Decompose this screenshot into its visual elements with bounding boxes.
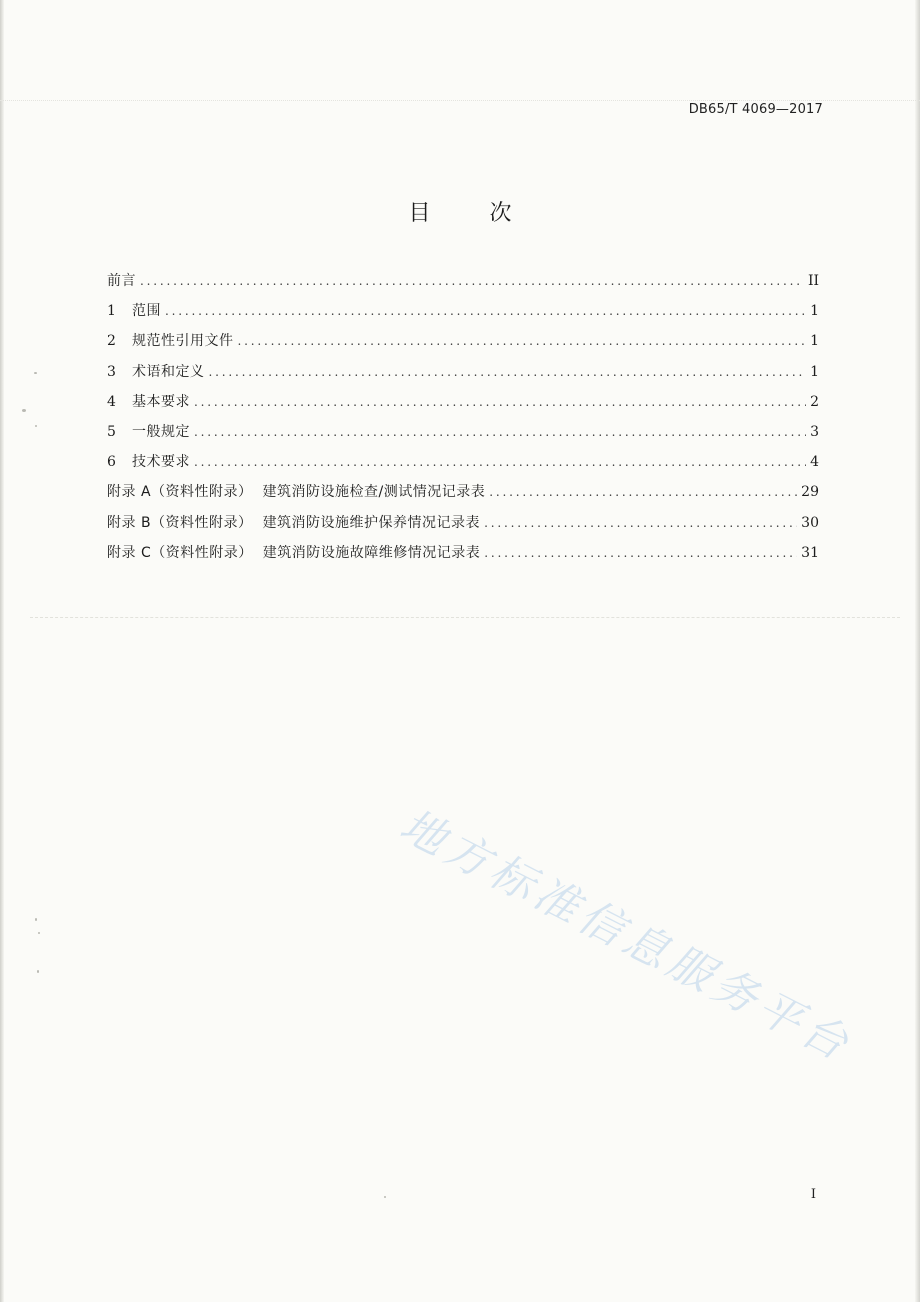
- toc-entry-technical-requirements[interactable]: [107, 447, 819, 477]
- toc-entry-number: 4: [107, 393, 116, 410]
- toc-dot-leader: [209, 357, 807, 387]
- toc-entry-annex-a[interactable]: [107, 477, 819, 507]
- toc-dot-leader: [484, 508, 797, 538]
- toc-entry-label: 技术要求: [132, 454, 190, 471]
- toc-entry-number: 3: [107, 363, 116, 380]
- toc-annex-id: 附录 A（资料性附录）: [107, 484, 253, 501]
- toc-entry-label: 前言: [107, 273, 136, 289]
- watermark: 地方标准信息服务平台: [391, 799, 861, 1073]
- page-fold-line: [30, 617, 900, 618]
- toc-dot-leader: [194, 447, 806, 477]
- toc-dot-leader: [140, 266, 804, 296]
- toc-dot-leader: [484, 538, 797, 568]
- toc-entry-page: II: [807, 273, 819, 289]
- toc-entry-annex-c[interactable]: [107, 538, 819, 568]
- toc-entry-page: 1: [810, 333, 819, 350]
- toc-list: [107, 266, 819, 568]
- toc-dot-leader: [238, 326, 807, 356]
- toc-entry-page: 1: [810, 303, 819, 320]
- toc-entry-terms-definitions[interactable]: [107, 357, 819, 387]
- toc-annex-id: 附录 C（资料性附录）: [107, 544, 253, 561]
- toc-entry-number: 6: [107, 454, 116, 471]
- toc-annex-title: 建筑消防设施故障维修情况记录表: [262, 544, 481, 561]
- toc-dot-leader: [194, 417, 806, 447]
- toc-entry-page: 30: [801, 514, 819, 531]
- scan-speck: [37, 970, 39, 973]
- toc-dot-leader: [489, 477, 797, 507]
- page-number: I: [810, 1187, 816, 1202]
- toc-entry-label: 术语和定义: [132, 363, 205, 380]
- toc-entry-general-provisions[interactable]: [107, 417, 819, 447]
- toc-entry-page: 29: [801, 484, 819, 501]
- scan-speck: [34, 372, 37, 374]
- scan-speck: [22, 409, 26, 412]
- scan-speck: [38, 932, 40, 934]
- toc-entry-number: 5: [107, 423, 116, 440]
- toc-entry-label: 范围: [132, 303, 161, 320]
- scan-artifact-line: [0, 100, 920, 101]
- toc-entry-basic-requirements[interactable]: [107, 387, 819, 417]
- toc-entry-page: 1: [810, 363, 819, 380]
- standard-code: DB65/T 4069—2017: [688, 102, 823, 117]
- toc-annex-title: 建筑消防设施检查/测试情况记录表: [262, 484, 486, 501]
- toc-entry-page: 2: [810, 393, 819, 410]
- toc-entry-label: 基本要求: [132, 393, 190, 410]
- page-title: 目 次: [408, 201, 538, 226]
- scan-speck: [35, 918, 37, 921]
- toc-entry-number: 2: [107, 333, 116, 350]
- toc-entry-label: 一般规定: [132, 423, 190, 440]
- toc-entry-page: 4: [810, 454, 819, 471]
- toc-annex-id: 附录 B（资料性附录）: [107, 514, 253, 531]
- toc-entry-annex-b[interactable]: [107, 508, 819, 538]
- toc-entry-page: 31: [801, 544, 819, 561]
- toc-entry-normative-references[interactable]: [107, 326, 819, 356]
- scan-speck: [35, 425, 37, 427]
- toc-annex-title: 建筑消防设施维护保养情况记录表: [262, 514, 481, 531]
- toc-entry-page: 3: [810, 423, 819, 440]
- toc-entry-label: 规范性引用文件: [132, 333, 234, 350]
- toc-dot-leader: [194, 387, 806, 417]
- toc-entry-number: 1: [107, 303, 116, 320]
- toc-dot-leader: [165, 296, 806, 326]
- scan-speck: [384, 1196, 386, 1198]
- toc-entry-foreword[interactable]: [107, 266, 819, 296]
- toc-entry-scope[interactable]: [107, 296, 819, 326]
